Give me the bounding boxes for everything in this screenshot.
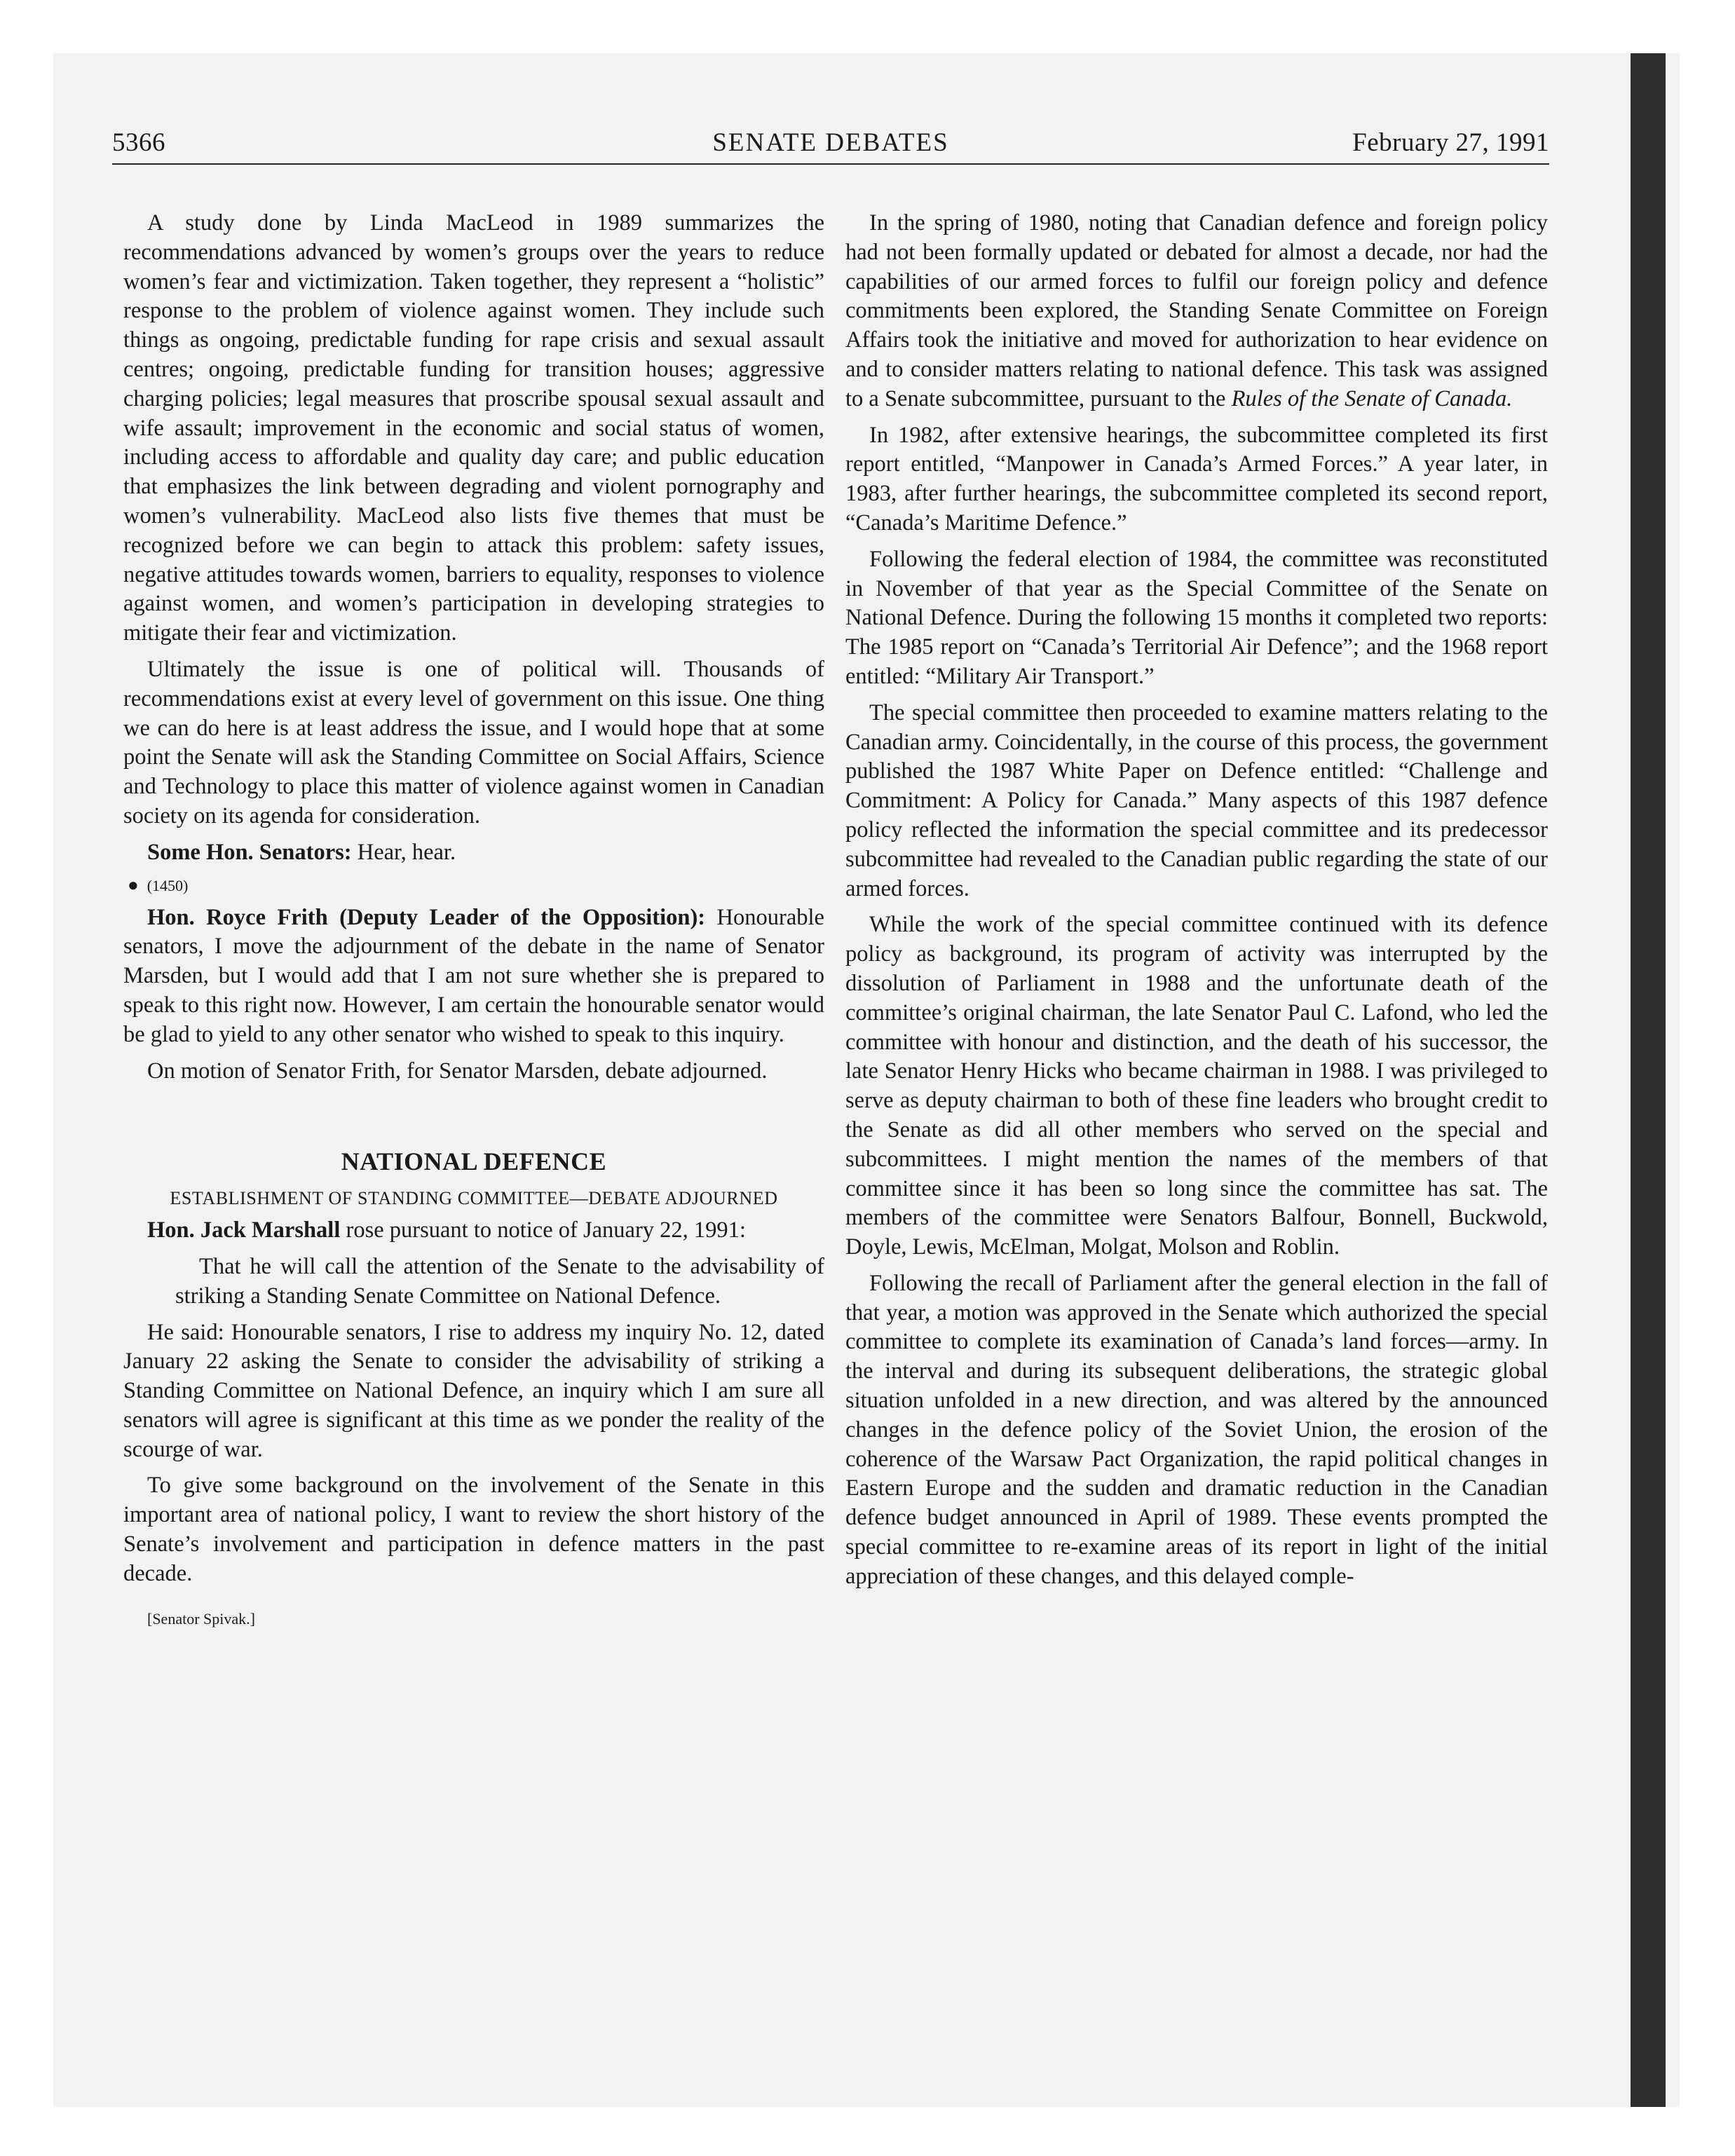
page-number: 5366 [112, 128, 165, 157]
paragraph: On motion of Senator Frith, for Senator Marsden, debate adjourned. [147, 1058, 768, 1084]
paragraph: He said: Honourable senators, I rise to address my inquiry No. 12, dated January 22 asking the Senate to consider the advisability of striking a Standing Committee on National Defence, an inquiry which I am sure all senators will agree is significant at this time as we ponder the reality of the scourge of war. [123, 1319, 824, 1462]
left-column [123, 209, 824, 1633]
notice-quote: That he will call the attention of the Senate to the advisability of striking a Standing Senate Committee on National Defence. [175, 1253, 824, 1309]
paragraph [123, 903, 824, 1050]
scan-edge-shadow [1631, 53, 1666, 2107]
paragraph [123, 838, 824, 868]
speaker-name: Hon. Jack Marshall [147, 1217, 341, 1243]
section-title: NATIONAL DEFENCE [341, 1147, 607, 1176]
speech-text: Honourable senators, I move the adjournment of the debate in the name of Senator Marsden, but I would add that I am not sure whether she is prepared to speak to this right now. However, I am certain the honourable senator would be glad to yield to any other senator who wished to speak to this inquiry. [123, 904, 824, 1047]
paragraph: While the work of the special committee continued with its defence policy as background, its program of activity was interrupted by the dissolution of Parliament in 1988 and the unfortunate death of the committee’s original chairman, the late Senator Paul C. Lafond, who led the committee with honour and distinction, and the death of his successor, the late Senator Henry Hicks who became chairman in 1988. I was privileged to serve as deputy chairman to both of these fine leaders who brought credit to the Senate as did all other members who served on the special and subcommittees. I might mention the names of the members of that committee since it has been so long since the committee has sat. The members of the committee were Senators Balfour, Bonnell, Buckwold, Doyle, Lewis, McElman, Molgat, Molson and Roblin. [845, 912, 1548, 1260]
publication-title: SENATE DEBATES [712, 128, 949, 157]
paragraph: Following the federal election of 1984, the committee was reconstituted in November of that year as the Special Committee of the Senate on National Defence. During the following 15 months it completed two reports: The 1985 report on “Canada’s Territorial Air Defence”; and the 1968 report entitled: “Military Air Transport.” [845, 546, 1548, 689]
speech-text: rose pursuant to notice of January 22, 1991: [340, 1217, 746, 1243]
italic-title: Rules of the Senate of Canada. [1231, 386, 1513, 411]
speaker-attribution: [Senator Spivak.] [147, 1609, 255, 1628]
paragraph: In 1982, after extensive hearings, the subcommittee completed its first report entitled, “Manpower in Canada’s Armed Forces.” A year later, in 1983, after further hearings, the subcommittee completed its second report, “Canada’s Maritime Defence.” [845, 422, 1548, 535]
time-marker [128, 875, 824, 896]
page-date: February 27, 1991 [1352, 128, 1549, 157]
section-subtitle: ESTABLISHMENT OF STANDING COMMITTEE—DEBATE ADJOURNED [170, 1188, 778, 1209]
paragraph-text: In the spring of 1980, noting that Canadian defence and foreign policy had not been formally updated or debated for almost a decade, nor had the capabilities of our armed forces to fulfil our foreign policy and defence commitments been explored, the Standing Senate Committee on Foreign Affairs took the initiative and moved for authorization to hear evidence on and to consider matters relating to national defence. This task was assigned to a Senate subcommittee, pursuant to the [845, 210, 1548, 411]
paragraph [123, 1216, 824, 1246]
header-rule [112, 163, 1549, 165]
paragraph: Following the recall of Parliament after the general election in the fall of that year, a motion was approved in the Senate which authorized the special committee to complete its examination of Canada’s land forces—army. In the interval and during its subsequent deliberations, the strategic global situation unfolded in a new direction, and was altered by the announced changes in the defence policy of the Soviet Union, the erosion of the coherence of the Warsaw Pact Organization, the rapid political changes in Eastern Europe and the sudden and dramatic reduction in the Canadian defence budget announced in April of 1989. These events prompted the special committee to re-examine areas of its report in light of the initial appreciation of these changes, and this delayed comple- [845, 1270, 1548, 1589]
right-column [845, 209, 1548, 1592]
paragraph: To give some background on the involvement of the Senate in this important area of national policy, I want to review the short history of the Senate’s involvement and participation in defence matters in the past decade. [123, 1473, 824, 1586]
page-header [112, 128, 1549, 164]
speaker-name: Some Hon. Senators: [147, 839, 352, 865]
paragraph: A study done by Linda MacLeod in 1989 summarizes the recommendations advanced by women’s groups over the years to reduce women’s fear and victimization. Taken together, they represent a “holistic” response to the problem of violence against women. They include such things as ongoing, predictable funding for rape crisis and sexual assault centres; ongoing, predictable funding for transition houses; aggressive charging policies; legal measures that proscribe spousal sexual assault and wife assault; improvement in the economic and social status of women, including access to affordable and quality day care; and public education that emphasizes the link between degrading and violent pornography and women’s vulnerability. MacLeod also lists five themes that must be recognized before we can begin to attack this problem: safety issues, negative attitudes towards women, barriers to equality, responses to violence against women, and women’s participation in developing strategies to mitigate their fear and victimization. [123, 210, 824, 646]
time-marker-text: (1450) [147, 876, 189, 894]
bullet-icon: ● [128, 874, 139, 895]
speaker-name: Hon. Royce Frith (Deputy Leader of the Opposition): [147, 904, 706, 930]
paragraph [845, 209, 1548, 414]
paragraph: Ultimately the issue is one of political will. Thousands of recommendations exist at every level of government on this issue. One thing we can do here is at least address the issue, and I would hope that at some point the Senate will ask the Standing Committee on Social Affairs, Science and Technology to place this matter of violence against women in Canadian society on its agenda for consideration. [123, 656, 824, 828]
paragraph: The special committee then proceeded to examine matters relating to the Canadian army. Coincidentally, in the course of this process, the government published the 1987 White Paper on Defence entitled: “Challenge and Commitment: A Policy for Canada.” Many aspects of this 1987 defence policy reflected the information the special committee and its predecessor subcommittee had revealed to the Canadian public regarding the state of our armed forces. [845, 700, 1548, 901]
speech-text: Hear, hear. [351, 839, 456, 865]
